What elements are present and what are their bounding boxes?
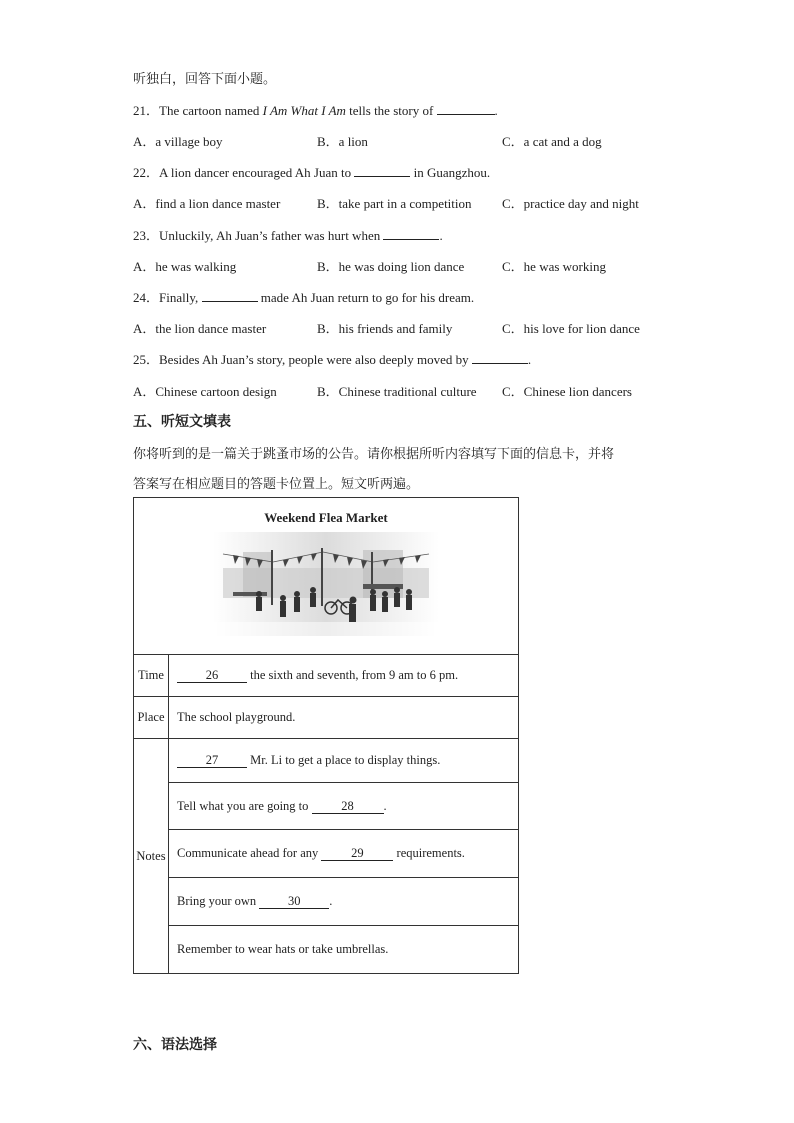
answer-blank	[437, 102, 495, 115]
section-instruction: 答案写在相应题目的答题卡位置上。短文听两遍。	[133, 477, 420, 492]
listening-intro: 听独白，回答下面小题。	[133, 72, 277, 87]
question-25: 25．Besides Ah Juan’s story, people were also deeply moved by .	[133, 352, 532, 367]
option-a: A．he was walking	[133, 259, 237, 274]
answer-blank-27: 27	[177, 754, 247, 768]
time-cell: 26 the sixth and seventh, from 9 am to 6 pm.	[169, 655, 519, 697]
option-c: C．a cat and a dog	[502, 134, 602, 149]
question-22: 22．A lion dancer encouraged Ah Juan to in Guangzhou.	[133, 165, 491, 180]
notes-label: Notes	[134, 739, 169, 974]
answer-blank-26: 26	[177, 669, 247, 683]
option-a: A．Chinese cartoon design	[133, 384, 277, 399]
answer-blank	[354, 164, 410, 177]
time-label: Time	[134, 655, 169, 697]
question-21: 21．The cartoon named I Am What I Am tells the story of .	[133, 103, 498, 118]
question-text: tells the story of	[345, 103, 437, 118]
option-c: C．practice day and night	[502, 196, 639, 211]
place-label: Place	[134, 697, 169, 739]
place-cell: The school playground.	[169, 697, 519, 739]
section-instruction: 你将听到的是一篇关于跳蚤市场的公告。请你根据所听内容填写下面的信息卡，并将	[133, 447, 615, 462]
answer-blank-28: 28	[312, 800, 384, 814]
table-title-cell	[134, 498, 519, 655]
cartoon-title: I Am What I Am	[262, 103, 346, 118]
answer-blank-29: 29	[321, 847, 393, 861]
question-24: 24．Finally, made Ah Juan return to go for his dream.	[133, 290, 475, 305]
question-number: 21．	[133, 103, 160, 118]
option-a: A．a village boy	[133, 134, 223, 149]
option-b: B．a lion	[317, 134, 368, 149]
note-4: Bring your own 30 .	[169, 878, 519, 926]
section-heading: 六、语法选择	[133, 1037, 217, 1053]
flea-market-illustration	[213, 532, 439, 636]
option-b: B．Chinese traditional culture	[317, 384, 477, 399]
answer-blank-30: 30	[259, 895, 329, 909]
option-a: A．find a lion dance master	[133, 196, 281, 211]
section-heading: 五、听短文填表	[133, 414, 231, 430]
table-title: Weekend Flea Market	[264, 510, 388, 525]
option-c: C．his love for lion dance	[502, 321, 640, 336]
option-b: B．take part in a competition	[317, 196, 472, 211]
note-5: Remember to wear hats or take umbrellas.	[169, 926, 519, 974]
option-c: C．he was working	[502, 259, 606, 274]
option-b: B．he was doing lion dance	[317, 259, 465, 274]
note-2: Tell what you are going to 28 .	[169, 783, 519, 830]
option-b: B．his friends and family	[317, 321, 453, 336]
info-card-table	[133, 497, 519, 974]
answer-blank	[383, 227, 439, 240]
question-23: 23．Unluckily, Ah Juan’s father was hurt when .	[133, 228, 443, 243]
option-c: C．Chinese lion dancers	[502, 384, 632, 399]
option-a: A．the lion dance master	[133, 321, 267, 336]
question-text: The cartoon named	[159, 103, 263, 118]
note-1: 27 Mr. Li to get a place to display things.	[169, 739, 519, 783]
answer-blank	[202, 289, 258, 302]
note-3: Communicate ahead for any 29 requirements.	[169, 830, 519, 878]
answer-blank	[472, 351, 528, 364]
